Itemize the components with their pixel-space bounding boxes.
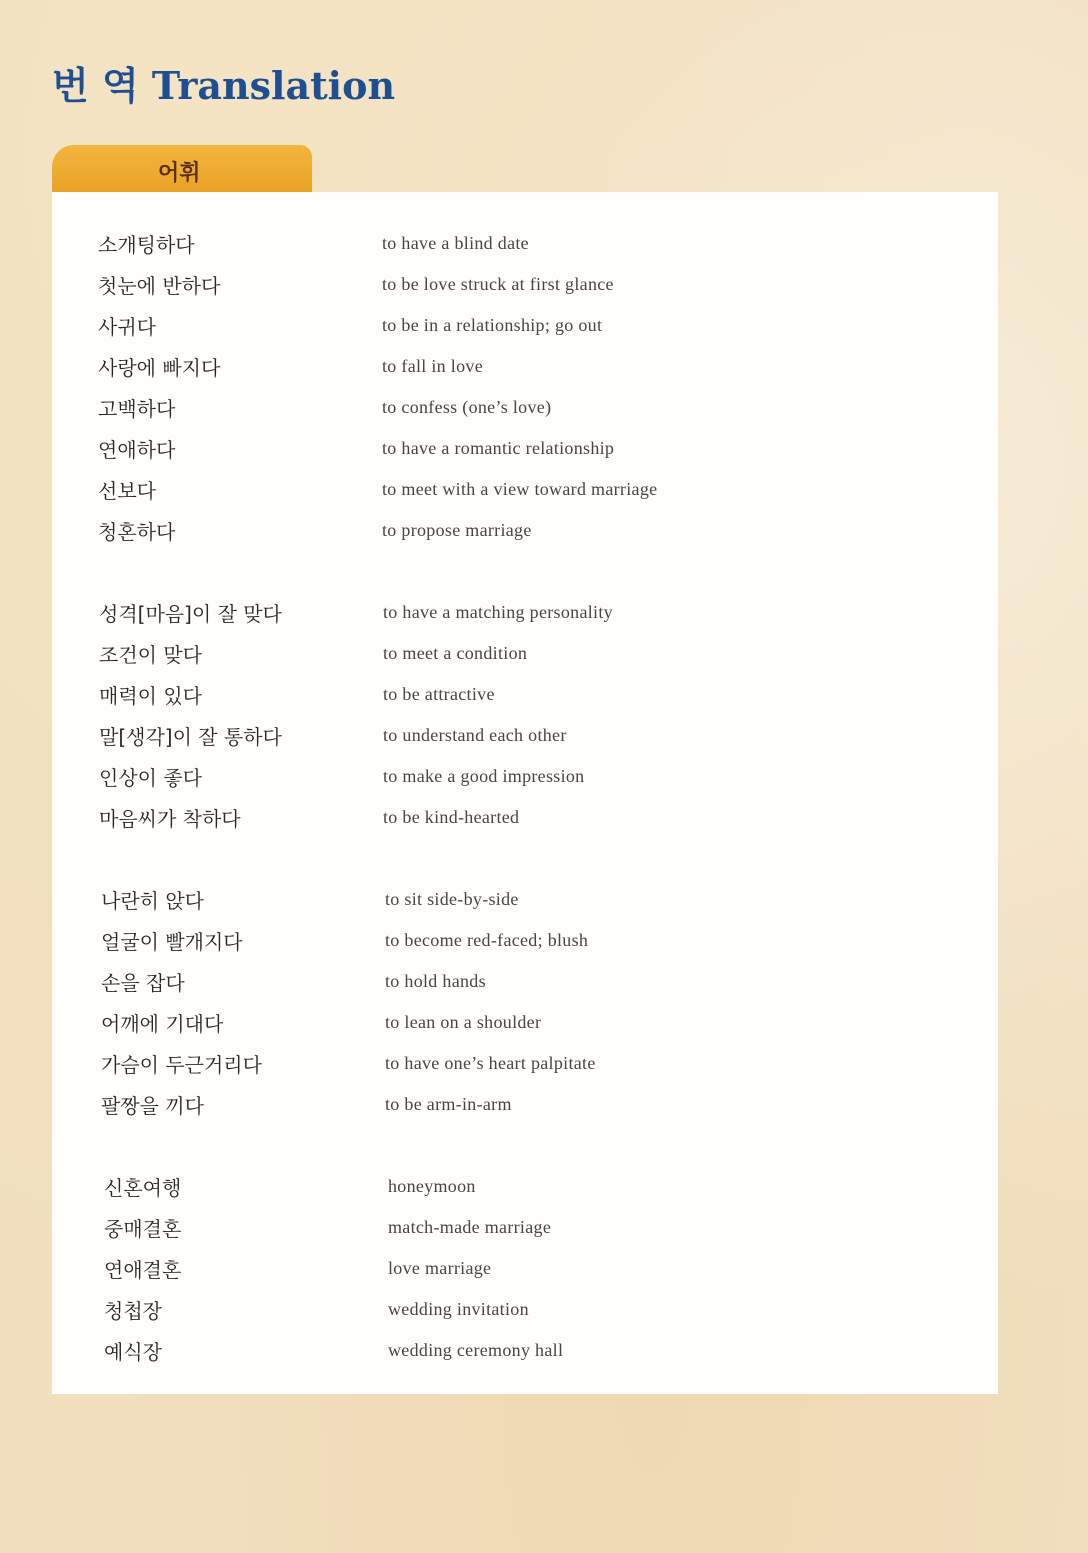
english-translation: to be arm-in-arm [385,1094,512,1114]
page-title: 번 역 Translation [52,63,396,108]
korean-term: 얼굴이 빨개지다 [101,930,243,954]
english-translation: to have one’s heart palpitate [385,1053,596,1073]
korean-term: 인상이 좋다 [99,766,202,790]
korean-term: 예식장 [104,1340,162,1364]
korean-term: 나란히 앉다 [101,889,204,913]
english-translation: to become red-faced; blush [385,930,589,950]
english-translation: to propose marriage [382,520,532,540]
english-translation: wedding invitation [388,1299,529,1319]
korean-term: 신혼여행 [104,1176,182,1200]
english-translation: to confess (one’s love) [382,397,552,417]
english-translation: to lean on a shoulder [385,1012,542,1032]
korean-term: 어깨에 기대다 [101,1012,224,1036]
english-translation: to sit side-by-side [385,889,519,909]
korean-term: 청혼하다 [98,520,176,544]
english-translation: to be in a relationship; go out [382,315,603,335]
korean-term: 손을 잡다 [101,971,185,995]
english-translation: love marriage [388,1258,492,1278]
korean-term: 매력이 있다 [99,684,202,708]
korean-term: 고백하다 [98,397,176,421]
korean-term: 말[생각]이 잘 통하다 [99,725,282,749]
korean-term: 연애결혼 [104,1258,182,1282]
korean-term: 연애하다 [98,438,176,462]
vocabulary-panel [52,192,998,1394]
english-translation: to understand each other [383,725,567,745]
english-translation: to be love struck at first glance [382,274,614,294]
english-translation: to be attractive [383,684,495,704]
english-translation: to have a romantic relationship [382,438,615,458]
korean-term: 소개팅하다 [98,233,195,257]
korean-term: 사랑에 빠지다 [98,356,221,380]
korean-term: 첫눈에 반하다 [98,274,221,298]
korean-term: 중매결혼 [104,1217,182,1241]
korean-term: 마음씨가 착하다 [99,807,241,831]
english-translation: match-made marriage [388,1217,552,1237]
english-translation: to make a good impression [383,766,585,786]
korean-term: 팔짱을 끼다 [101,1094,204,1118]
korean-term: 청첩장 [104,1299,162,1323]
english-translation: to have a blind date [382,233,529,253]
english-translation: wedding ceremony hall [388,1340,564,1360]
english-translation: honeymoon [388,1176,476,1196]
korean-term: 가슴이 두근거리다 [101,1053,262,1077]
english-translation: to meet with a view toward marriage [382,479,658,499]
english-translation: to meet a condition [383,643,528,663]
korean-term: 조건이 맞다 [99,643,202,667]
korean-term: 선보다 [98,479,156,503]
english-translation: to be kind-hearted [383,807,520,827]
english-translation: to fall in love [382,356,483,376]
english-translation: to have a matching personality [383,602,613,622]
english-translation: to hold hands [385,971,486,991]
korean-term: 성격[마음]이 잘 맞다 [99,602,282,626]
section-tab-vocabulary: 어휘 [52,145,312,195]
korean-term: 사귀다 [98,315,156,339]
